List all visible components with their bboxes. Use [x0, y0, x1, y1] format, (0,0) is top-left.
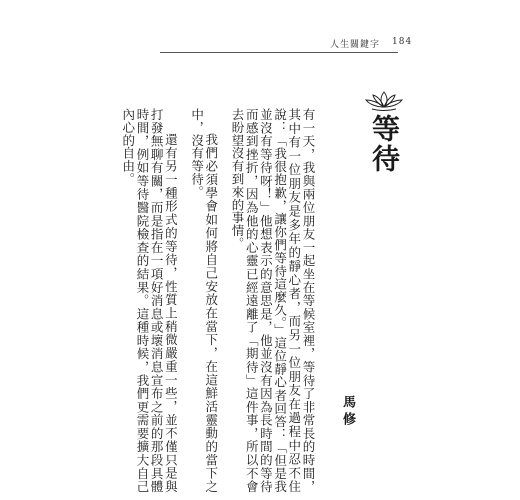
article-body — [109, 108, 315, 493]
running-title: 人生關鍵字 — [330, 40, 381, 50]
page-number: 184 — [392, 37, 413, 47]
paragraph-1: 有一天，我與兩位朋友一起坐在等候室裡，等待了非常長的時間，其中有一位朋友是多年的靜心者，而另一位朋友在過程中忍不住說：「我很抱歉，讓你們等待這麼久。」這位靜心者回答：「但是我並沒有等待呀！」他想表示的意思是，他並沒有因為長時間的等待而感到挫折，因為他的心靈已經遠離了「期待」這件事，所以不會去盼望沒有到來的事情。 — [229, 108, 316, 493]
article-title: 等待 — [368, 114, 401, 174]
author-name: 馬修 — [340, 395, 355, 429]
paragraph-3: 還有另一種形式的等待，性質上稍微嚴重一些，並不僅只是與打發無聊有關，而是指在一項好消息或壞消息宣布之前的那段具體時間，例如等待醫院檢查的結果。這種時候，我們更需要擴大自己內心的自由。 — [120, 108, 179, 493]
running-header — [330, 37, 413, 50]
header-rule — [160, 52, 398, 53]
paragraph-2: 我們必須學會如何將自己安放在當下，在這鮮活靈動的當下之中，沒有等待。 — [189, 108, 219, 493]
lotus-icon — [364, 90, 404, 112]
